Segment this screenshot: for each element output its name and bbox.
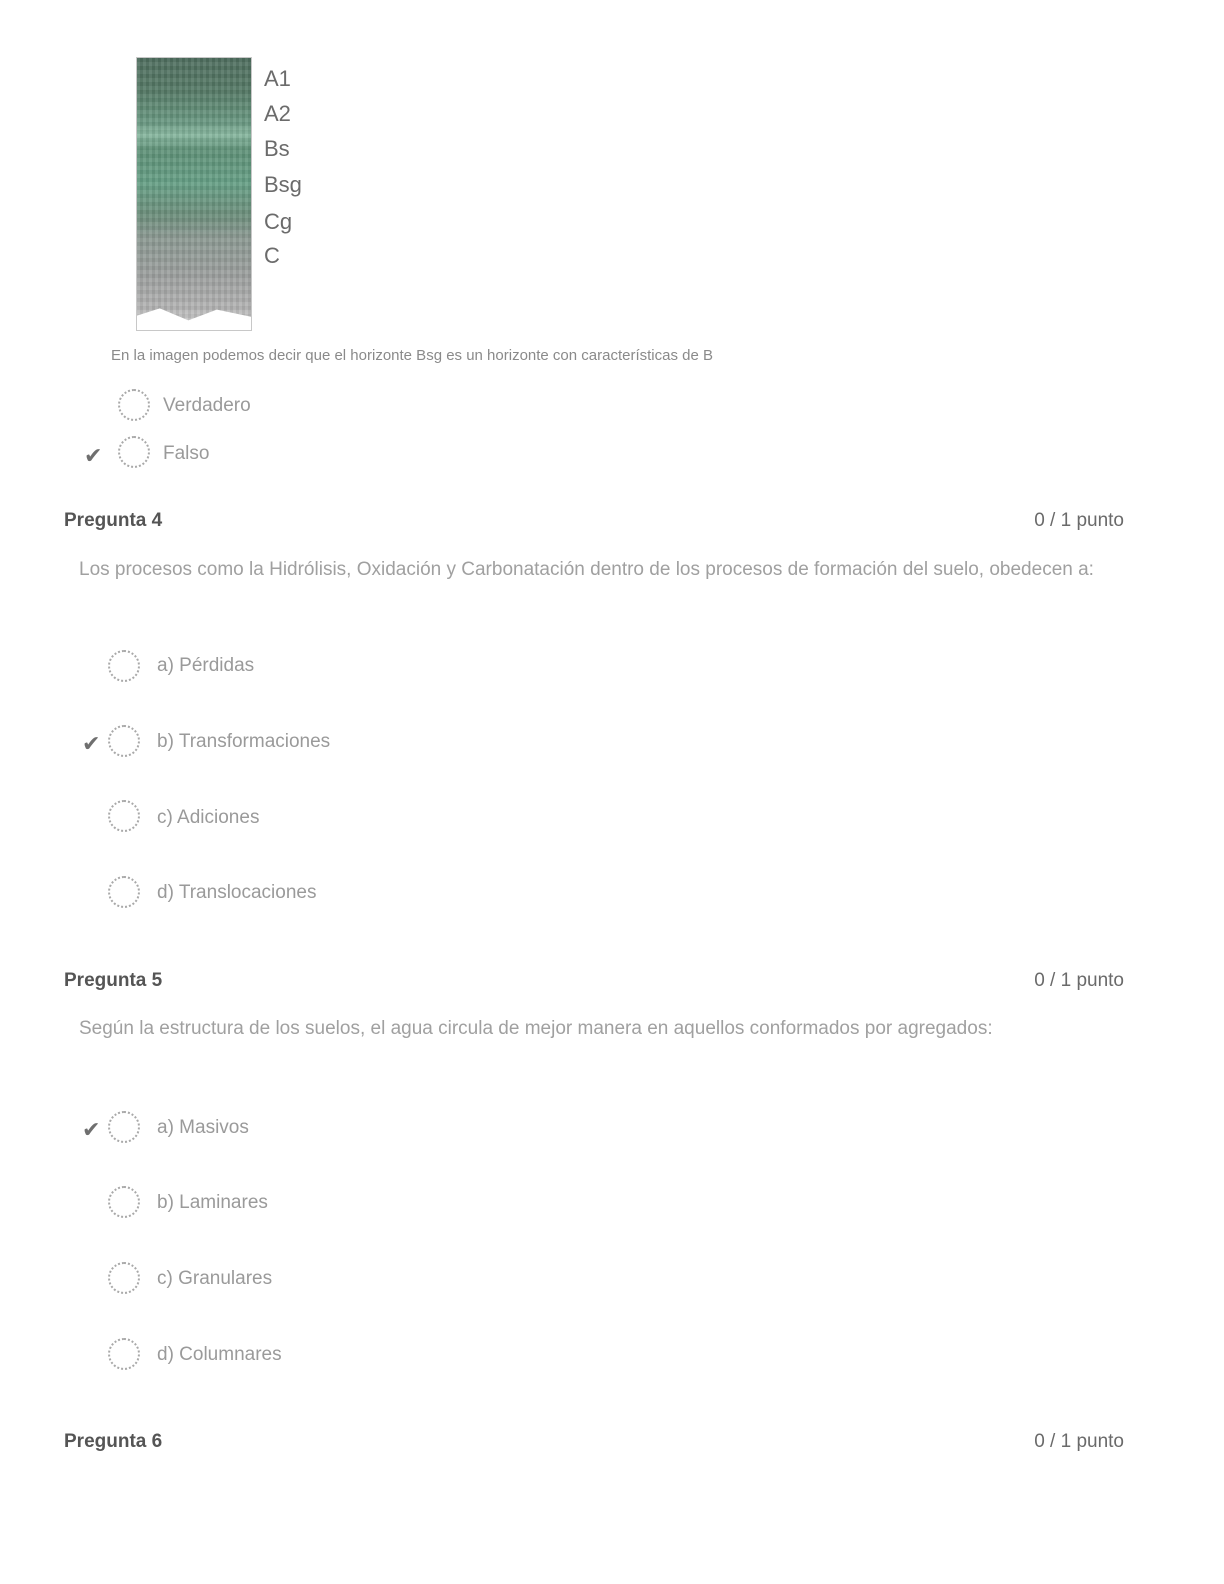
question-text: Según la estructura de los suelos, el agua circula de mejor manera en aquellos conformados por agregados:	[79, 1018, 993, 1039]
question-points: 0 / 1 punto	[1034, 1431, 1124, 1452]
horizon-label-a1: A1	[264, 66, 291, 91]
horizon-label-a2: A2	[264, 101, 291, 126]
radio-option-c[interactable]	[108, 1262, 140, 1294]
radio-option-c[interactable]	[108, 800, 140, 832]
question-title: Pregunta 4	[64, 510, 163, 531]
option-label: d) Translocaciones	[157, 882, 317, 903]
radio-option-d[interactable]	[108, 876, 140, 908]
radio-verdadero[interactable]	[118, 389, 150, 421]
option-label: c) Adiciones	[157, 807, 260, 828]
horizon-label-bsg: Bsg	[264, 172, 302, 197]
radio-option-d[interactable]	[108, 1338, 140, 1370]
checkmark-icon: ✔	[84, 443, 103, 468]
checkmark-icon: ✔	[82, 1117, 101, 1142]
option-label: Verdadero	[163, 395, 251, 416]
option-label: a) Masivos	[157, 1117, 249, 1138]
question-title: Pregunta 5	[64, 970, 163, 991]
option-label: d) Columnares	[157, 1344, 282, 1365]
horizon-label-cg: Cg	[264, 209, 293, 234]
radio-option-a[interactable]	[108, 1111, 140, 1143]
horizon-label-c: C	[264, 243, 280, 268]
option-label: a) Pérdidas	[157, 655, 255, 676]
radio-option-a[interactable]	[108, 650, 140, 682]
question-points: 0 / 1 punto	[1034, 970, 1124, 991]
checkmark-icon: ✔	[82, 731, 101, 756]
option-label: c) Granulares	[157, 1268, 273, 1289]
option-label: Falso	[163, 443, 210, 464]
option-label: b) Laminares	[157, 1192, 268, 1213]
radio-option-b[interactable]	[108, 1186, 140, 1218]
question-caption: En la imagen podemos decir que el horizonte Bsg es un horizonte con características de B	[111, 347, 714, 364]
question-points: 0 / 1 punto	[1034, 510, 1124, 531]
radio-option-b[interactable]	[108, 725, 140, 757]
horizon-label-bs: Bs	[264, 136, 290, 161]
radio-falso[interactable]	[118, 436, 150, 468]
question-title: Pregunta 6	[64, 1431, 163, 1452]
option-label: b) Transformaciones	[157, 731, 331, 752]
question-text: Los procesos como la Hidrólisis, Oxidación y Carbonatación dentro de los procesos de formación del suelo, obedecen a:	[79, 559, 1094, 580]
soil-profile-image	[136, 57, 252, 331]
